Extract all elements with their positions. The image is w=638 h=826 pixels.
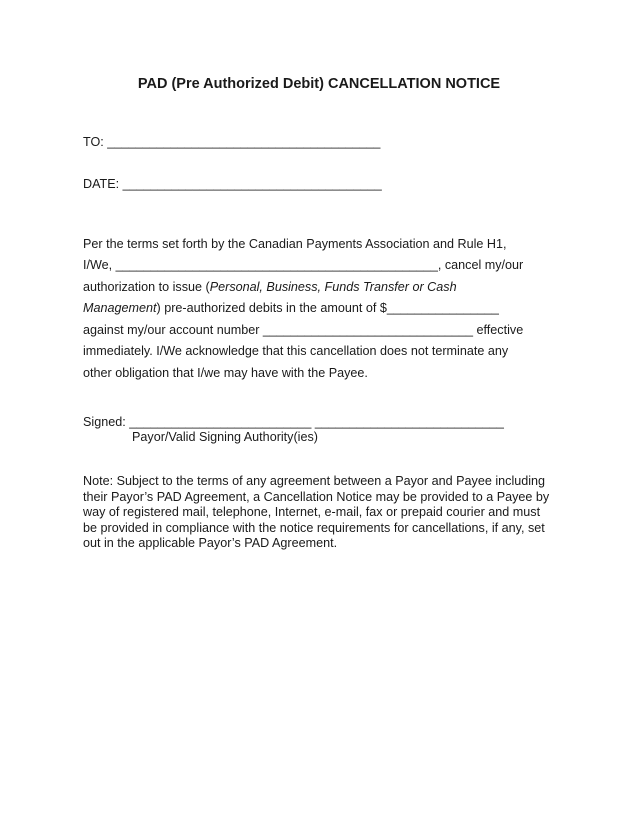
document-title: PAD (Pre Authorized Debit) CANCELLATION NOTICE [137,76,501,92]
body-line-4-suffix: ) pre-authorized debits in the amount of $________________ [156,301,499,315]
body-line-2: I/We, ______________________________________________, cancel my/our [83,258,524,272]
note-paragraph: Note: Subject to the terms of any agreement between a Payor and Payee including their Payor’s PAD Agreement, a Cancellation Notice may be provided to a Payee by way of registered mail, telephone, Internet, e-mail, fax or prepaid courier and must be provided in compliance with the notice requirements for cancellations, if any, set out in the applicable Payor’s PAD Agreement. [83,474,550,551]
to-field: TO: _______________________________________ [83,135,381,149]
body-line-1: Per the terms set forth by the Canadian Payments Association and Rule H1, [83,237,507,251]
body-line-3 [83,279,457,295]
body-line-5: against my/our account number ______________________________ effective [83,323,524,337]
body-line-3-italic: Personal, Business, Funds Transfer or Cash [209,280,457,294]
body-line-6: immediately. I/We acknowledge that this cancellation does not terminate any [83,344,509,358]
date-field: DATE: _____________________________________ [83,177,382,191]
signed-caption: Payor/Valid Signing Authority(ies) [132,430,318,444]
body-line-4-italic: Management [83,301,157,315]
body-line-4 [83,300,499,316]
body-line-7: other obligation that I/we may have with the Payee. [83,366,368,380]
body-line-3-prefix: authorization to issue ( [83,280,210,294]
signed-field: Signed: __________________________ ___________________________ [83,415,504,429]
